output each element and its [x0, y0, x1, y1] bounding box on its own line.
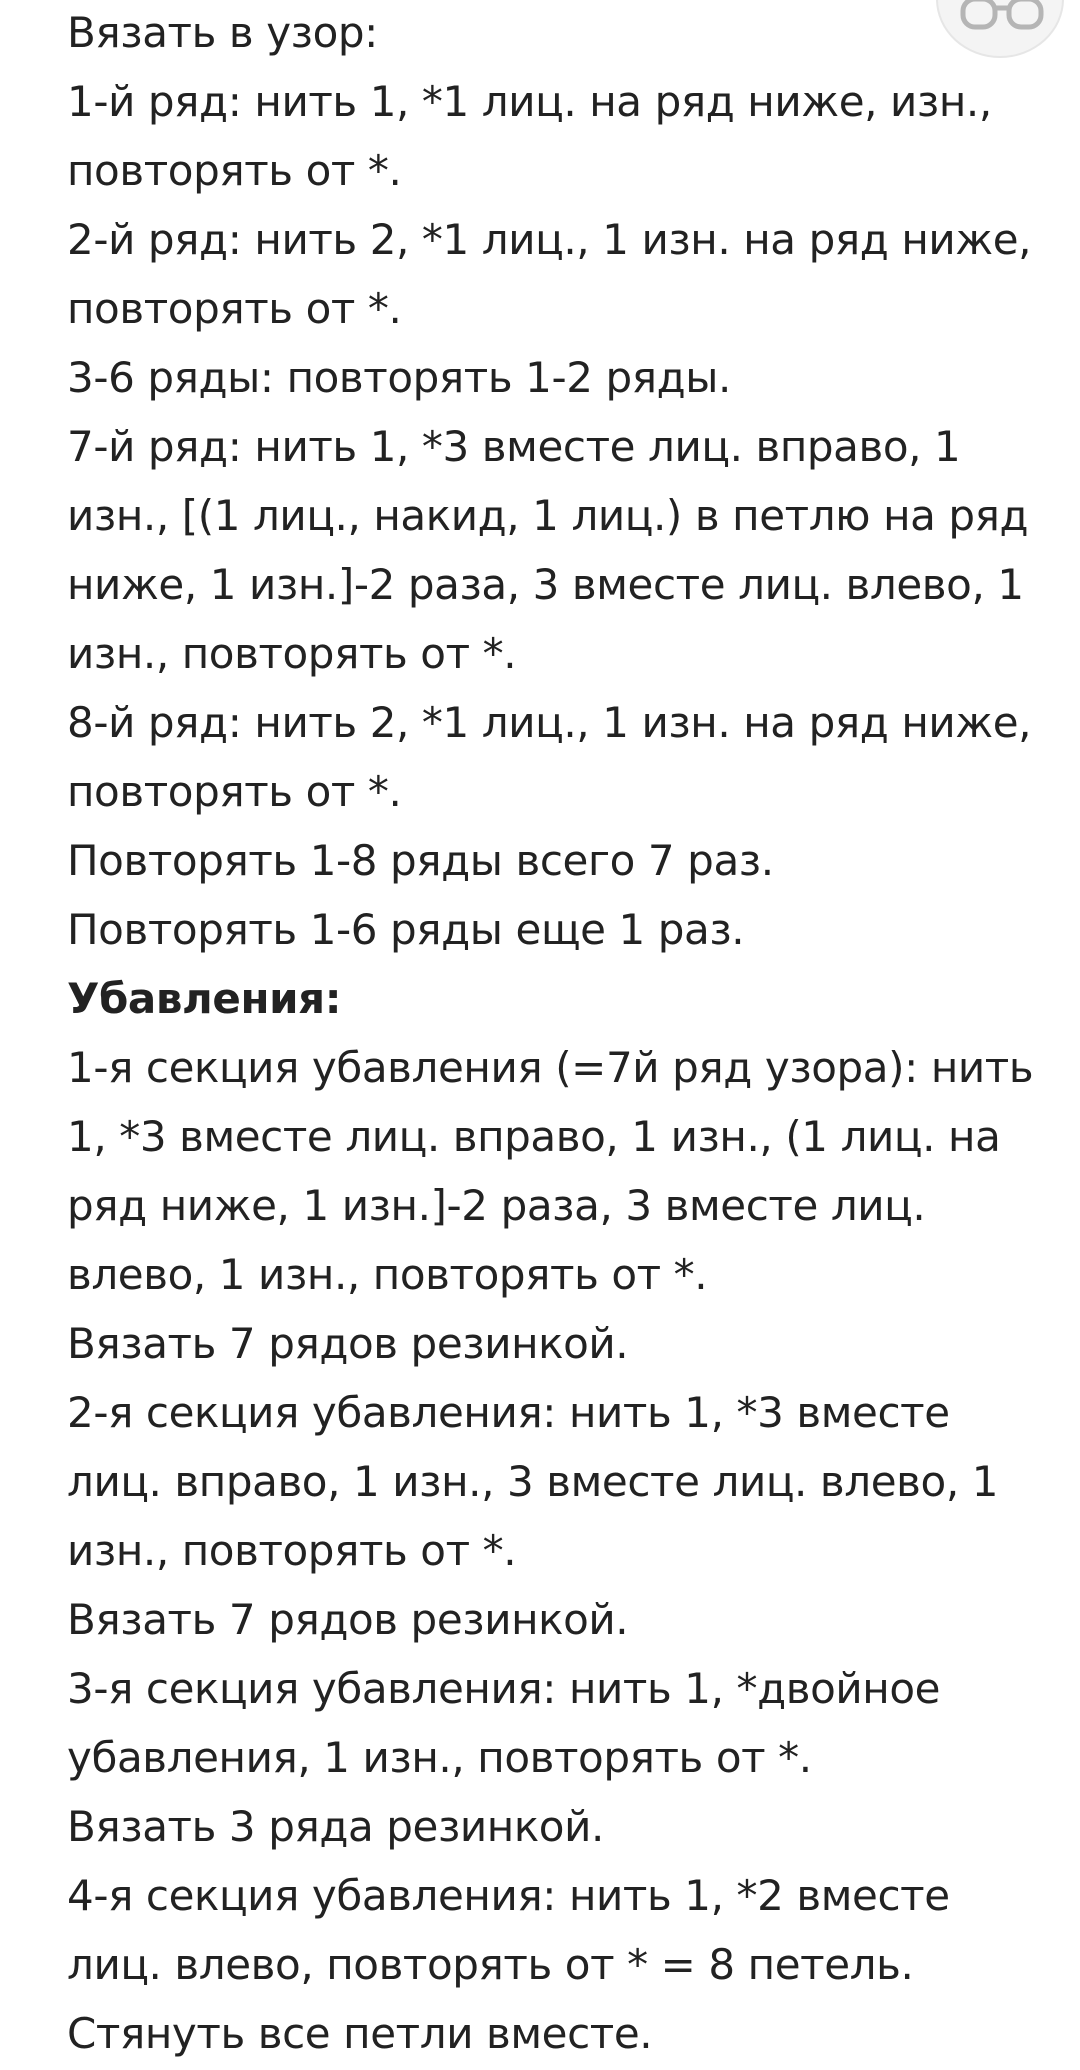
text-line: Стянуть все петли вместе. — [67, 2009, 653, 2058]
text-line: Повторять 1-6 ряды еще 1 раз. — [67, 905, 745, 954]
section-heading: Убавления: — [67, 974, 342, 1023]
text-line: 3-я секция убавления: нить 1, *двойное — [67, 1664, 941, 1713]
text-line: убавления, 1 изн., повторять от *. — [67, 1733, 812, 1782]
text-line: Вязать 7 рядов резинкой. — [67, 1319, 629, 1368]
text-line: лиц. влево, повторять от * = 8 петель. — [67, 1940, 914, 1989]
text-line: Вязать в узор: — [67, 8, 378, 57]
text-line: 7-й ряд: нить 1, *3 вместе лиц. вправо, 1 — [67, 422, 961, 471]
text-line: изн., повторять от *. — [67, 629, 517, 678]
text-line: 2-й ряд: нить 2, *1 лиц., 1 изн. на ряд ниже, — [67, 215, 1032, 264]
text-line: Вязать 7 рядов резинкой. — [67, 1595, 629, 1644]
text-line: лиц. вправо, 1 изн., 3 вместе лиц. влево, 1 — [67, 1457, 999, 1506]
text-line: Повторять 1-8 ряды всего 7 раз. — [67, 836, 774, 885]
text-line: 1-я секция убавления (=7й ряд узора): нить — [67, 1043, 1034, 1092]
text-line: изн., [(1 лиц., накид, 1 лиц.) в петлю на ряд — [67, 491, 1029, 540]
text-line: 1-й ряд: нить 1, *1 лиц. на ряд ниже, изн., — [67, 77, 992, 126]
text-line: влево, 1 изн., повторять от *. — [67, 1250, 708, 1299]
text-line: 8-й ряд: нить 2, *1 лиц., 1 изн. на ряд ниже, — [67, 698, 1032, 747]
reader-mode-button[interactable] — [936, 0, 1064, 58]
text-line: ряд ниже, 1 изн.]-2 раза, 3 вместе лиц. — [67, 1181, 926, 1230]
text-line: повторять от *. — [67, 284, 402, 333]
text-line: 4-я секция убавления: нить 1, *2 вместе — [67, 1871, 950, 1920]
glasses-icon — [960, 0, 1044, 32]
text-line: 1, *3 вместе лиц. вправо, 1 изн., (1 лиц. на — [67, 1112, 1001, 1161]
text-line: 2-я секция убавления: нить 1, *3 вместе — [67, 1388, 950, 1437]
text-line: повторять от *. — [67, 146, 402, 195]
text-line: повторять от *. — [67, 767, 402, 816]
text-line: ниже, 1 изн.]-2 раза, 3 вместе лиц. влево, 1 — [67, 560, 1024, 609]
text-line: Вязать 3 ряда резинкой. — [67, 1802, 604, 1851]
text-line: изн., повторять от *. — [67, 1526, 517, 1575]
text-line: 3-6 ряды: повторять 1-2 ряды. — [67, 353, 731, 402]
